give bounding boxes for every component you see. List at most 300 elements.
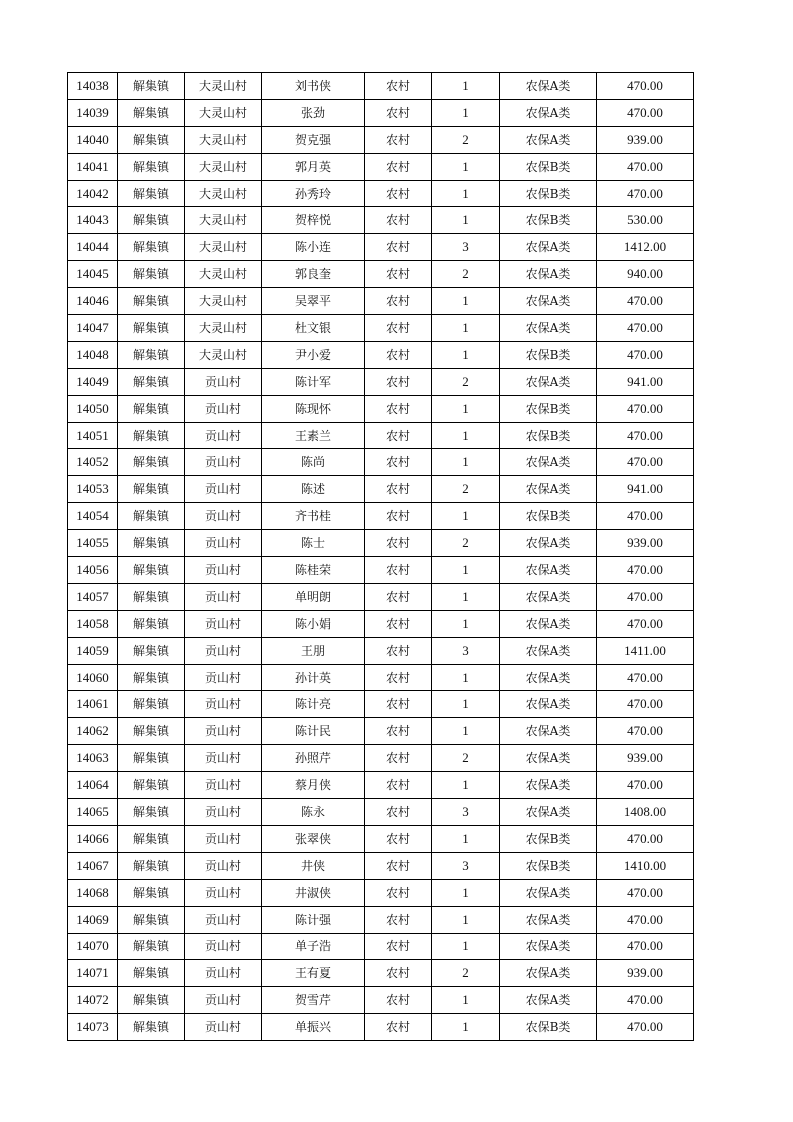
cell-town: 解集镇 [118,530,185,557]
cell-village: 贡山村 [185,879,262,906]
cell-category: 农保A类 [500,557,597,584]
cell-amount: 470.00 [597,987,694,1014]
cell-count: 1 [432,691,500,718]
table-row [68,341,694,368]
cell-id: 14040 [68,126,118,153]
cell-village: 贡山村 [185,449,262,476]
cell-type: 农村 [365,852,432,879]
cell-village: 大灵山村 [185,261,262,288]
cell-count: 1 [432,718,500,745]
cell-type: 农村 [365,449,432,476]
cell-village: 贡山村 [185,987,262,1014]
cell-amount: 470.00 [597,583,694,610]
cell-id: 14061 [68,691,118,718]
table-row [68,718,694,745]
cell-name: 陈述 [262,476,365,503]
cell-count: 1 [432,610,500,637]
cell-name: 刘书侠 [262,73,365,100]
cell-town: 解集镇 [118,395,185,422]
cell-name: 陈士 [262,530,365,557]
cell-id: 14069 [68,906,118,933]
cell-town: 解集镇 [118,1014,185,1041]
cell-category: 农保B类 [500,207,597,234]
cell-town: 解集镇 [118,583,185,610]
cell-type: 农村 [365,368,432,395]
cell-village: 大灵山村 [185,207,262,234]
cell-category: 农保A类 [500,530,597,557]
table-row [68,261,694,288]
cell-category: 农保A类 [500,288,597,315]
table-row [68,745,694,772]
cell-name: 井淑侠 [262,879,365,906]
cell-amount: 470.00 [597,610,694,637]
cell-type: 农村 [365,207,432,234]
cell-village: 贡山村 [185,852,262,879]
cell-town: 解集镇 [118,825,185,852]
cell-category: 农保B类 [500,341,597,368]
cell-type: 农村 [365,503,432,530]
cell-town: 解集镇 [118,637,185,664]
cell-count: 1 [432,288,500,315]
cell-name: 贺雪芹 [262,987,365,1014]
table-row [68,449,694,476]
cell-town: 解集镇 [118,960,185,987]
cell-amount: 470.00 [597,906,694,933]
cell-category: 农保A类 [500,610,597,637]
cell-village: 贡山村 [185,395,262,422]
table-row [68,906,694,933]
cell-category: 农保A类 [500,799,597,826]
cell-category: 农保A类 [500,476,597,503]
cell-type: 农村 [365,288,432,315]
cell-category: 农保B类 [500,395,597,422]
cell-town: 解集镇 [118,261,185,288]
cell-amount: 470.00 [597,180,694,207]
cell-name: 郭月英 [262,153,365,180]
cell-category: 农保A类 [500,745,597,772]
cell-name: 井侠 [262,852,365,879]
cell-name: 张翠侠 [262,825,365,852]
cell-count: 1 [432,395,500,422]
cell-id: 14041 [68,153,118,180]
cell-id: 14054 [68,503,118,530]
cell-count: 2 [432,476,500,503]
cell-category: 农保A类 [500,906,597,933]
cell-id: 14073 [68,1014,118,1041]
cell-id: 14063 [68,745,118,772]
cell-name: 贺梓悦 [262,207,365,234]
cell-count: 1 [432,449,500,476]
cell-category: 农保B类 [500,503,597,530]
table-row [68,234,694,261]
cell-village: 贡山村 [185,691,262,718]
cell-id: 14043 [68,207,118,234]
table-row [68,664,694,691]
cell-type: 农村 [365,718,432,745]
cell-count: 3 [432,637,500,664]
table-row [68,691,694,718]
cell-count: 2 [432,530,500,557]
cell-type: 农村 [365,315,432,342]
cell-village: 贡山村 [185,557,262,584]
cell-village: 贡山村 [185,1014,262,1041]
cell-town: 解集镇 [118,126,185,153]
cell-name: 单子浩 [262,933,365,960]
cell-town: 解集镇 [118,234,185,261]
cell-amount: 470.00 [597,153,694,180]
cell-village: 贡山村 [185,933,262,960]
cell-type: 农村 [365,99,432,126]
cell-count: 1 [432,906,500,933]
table-row [68,422,694,449]
cell-name: 王有夏 [262,960,365,987]
cell-village: 贡山村 [185,476,262,503]
table-row [68,476,694,503]
cell-name: 尹小爱 [262,341,365,368]
cell-category: 农保A类 [500,718,597,745]
cell-type: 农村 [365,664,432,691]
cell-count: 2 [432,126,500,153]
cell-count: 1 [432,583,500,610]
cell-type: 农村 [365,234,432,261]
cell-village: 大灵山村 [185,126,262,153]
cell-id: 14042 [68,180,118,207]
table-row [68,637,694,664]
cell-town: 解集镇 [118,180,185,207]
cell-type: 农村 [365,906,432,933]
cell-id: 14047 [68,315,118,342]
cell-amount: 470.00 [597,772,694,799]
cell-amount: 470.00 [597,503,694,530]
table-row [68,1014,694,1041]
cell-village: 大灵山村 [185,99,262,126]
table-row [68,960,694,987]
cell-id: 14045 [68,261,118,288]
table-row [68,610,694,637]
cell-village: 大灵山村 [185,153,262,180]
cell-town: 解集镇 [118,906,185,933]
cell-id: 14058 [68,610,118,637]
cell-count: 1 [432,207,500,234]
cell-town: 解集镇 [118,799,185,826]
cell-town: 解集镇 [118,933,185,960]
cell-town: 解集镇 [118,664,185,691]
table-row [68,933,694,960]
cell-type: 农村 [365,637,432,664]
table-row [68,315,694,342]
table-row [68,288,694,315]
cell-type: 农村 [365,960,432,987]
cell-category: 农保A类 [500,315,597,342]
cell-id: 14052 [68,449,118,476]
cell-town: 解集镇 [118,691,185,718]
cell-count: 1 [432,987,500,1014]
cell-amount: 470.00 [597,664,694,691]
table-row [68,180,694,207]
cell-category: 农保B类 [500,153,597,180]
cell-id: 14051 [68,422,118,449]
cell-amount: 470.00 [597,449,694,476]
cell-town: 解集镇 [118,153,185,180]
cell-town: 解集镇 [118,422,185,449]
cell-id: 14064 [68,772,118,799]
cell-id: 14071 [68,960,118,987]
table-body [68,73,694,1041]
cell-count: 1 [432,503,500,530]
cell-name: 王朋 [262,637,365,664]
cell-id: 14038 [68,73,118,100]
cell-amount: 470.00 [597,73,694,100]
cell-name: 陈计亮 [262,691,365,718]
table-row [68,799,694,826]
records-table [67,72,694,1041]
cell-town: 解集镇 [118,503,185,530]
cell-amount: 1410.00 [597,852,694,879]
cell-village: 大灵山村 [185,234,262,261]
cell-id: 14039 [68,99,118,126]
cell-name: 陈计强 [262,906,365,933]
cell-amount: 1412.00 [597,234,694,261]
cell-type: 农村 [365,825,432,852]
cell-village: 贡山村 [185,745,262,772]
cell-town: 解集镇 [118,745,185,772]
cell-name: 吴翠平 [262,288,365,315]
cell-id: 14066 [68,825,118,852]
cell-category: 农保A类 [500,691,597,718]
cell-category: 农保A类 [500,368,597,395]
cell-type: 农村 [365,799,432,826]
cell-amount: 1411.00 [597,637,694,664]
cell-amount: 940.00 [597,261,694,288]
cell-id: 14070 [68,933,118,960]
cell-village: 贡山村 [185,610,262,637]
cell-name: 贺克强 [262,126,365,153]
cell-category: 农保A类 [500,99,597,126]
cell-town: 解集镇 [118,73,185,100]
table-row [68,99,694,126]
cell-id: 14056 [68,557,118,584]
cell-type: 农村 [365,395,432,422]
cell-amount: 939.00 [597,126,694,153]
cell-type: 农村 [365,583,432,610]
cell-type: 农村 [365,476,432,503]
cell-amount: 470.00 [597,395,694,422]
cell-amount: 470.00 [597,557,694,584]
cell-count: 1 [432,664,500,691]
cell-village: 贡山村 [185,530,262,557]
cell-category: 农保A类 [500,664,597,691]
cell-type: 农村 [365,557,432,584]
cell-town: 解集镇 [118,852,185,879]
cell-count: 2 [432,368,500,395]
cell-type: 农村 [365,530,432,557]
cell-count: 1 [432,341,500,368]
cell-category: 农保A类 [500,879,597,906]
cell-town: 解集镇 [118,987,185,1014]
cell-count: 1 [432,315,500,342]
cell-town: 解集镇 [118,879,185,906]
cell-name: 孙秀玲 [262,180,365,207]
cell-amount: 470.00 [597,879,694,906]
cell-amount: 470.00 [597,825,694,852]
cell-type: 农村 [365,422,432,449]
cell-count: 1 [432,99,500,126]
cell-id: 14050 [68,395,118,422]
cell-count: 1 [432,73,500,100]
cell-town: 解集镇 [118,315,185,342]
table-row [68,852,694,879]
cell-category: 农保A类 [500,960,597,987]
cell-type: 农村 [365,180,432,207]
cell-amount: 1408.00 [597,799,694,826]
cell-amount: 941.00 [597,476,694,503]
cell-type: 农村 [365,1014,432,1041]
table-row [68,987,694,1014]
cell-name: 蔡月侠 [262,772,365,799]
cell-count: 1 [432,1014,500,1041]
cell-village: 贡山村 [185,718,262,745]
cell-village: 贡山村 [185,825,262,852]
cell-name: 陈现怀 [262,395,365,422]
cell-amount: 939.00 [597,530,694,557]
cell-type: 农村 [365,691,432,718]
cell-type: 农村 [365,933,432,960]
cell-type: 农村 [365,610,432,637]
cell-village: 大灵山村 [185,73,262,100]
cell-village: 大灵山村 [185,180,262,207]
cell-category: 农保B类 [500,422,597,449]
cell-town: 解集镇 [118,368,185,395]
cell-id: 14067 [68,852,118,879]
cell-id: 14065 [68,799,118,826]
cell-town: 解集镇 [118,610,185,637]
cell-id: 14048 [68,341,118,368]
cell-village: 大灵山村 [185,315,262,342]
cell-category: 农保B类 [500,825,597,852]
cell-amount: 939.00 [597,960,694,987]
table-row [68,772,694,799]
cell-amount: 470.00 [597,933,694,960]
cell-type: 农村 [365,261,432,288]
cell-village: 贡山村 [185,583,262,610]
cell-category: 农保A类 [500,449,597,476]
table-row [68,879,694,906]
cell-type: 农村 [365,987,432,1014]
cell-name: 陈小连 [262,234,365,261]
cell-count: 2 [432,960,500,987]
table-row [68,368,694,395]
cell-category: 农保A类 [500,933,597,960]
cell-name: 张劲 [262,99,365,126]
cell-village: 贡山村 [185,637,262,664]
cell-type: 农村 [365,772,432,799]
cell-amount: 470.00 [597,1014,694,1041]
table-row [68,126,694,153]
cell-name: 单明朗 [262,583,365,610]
cell-village: 贡山村 [185,368,262,395]
cell-type: 农村 [365,153,432,180]
cell-type: 农村 [365,879,432,906]
cell-town: 解集镇 [118,772,185,799]
cell-count: 3 [432,799,500,826]
table-row [68,73,694,100]
cell-town: 解集镇 [118,476,185,503]
cell-id: 14044 [68,234,118,261]
cell-village: 贡山村 [185,664,262,691]
cell-town: 解集镇 [118,718,185,745]
cell-town: 解集镇 [118,557,185,584]
cell-village: 大灵山村 [185,341,262,368]
cell-count: 3 [432,852,500,879]
cell-count: 1 [432,557,500,584]
cell-name: 陈计民 [262,718,365,745]
cell-category: 农保A类 [500,234,597,261]
cell-count: 2 [432,261,500,288]
cell-category: 农保A类 [500,261,597,288]
cell-name: 王素兰 [262,422,365,449]
table-row [68,153,694,180]
table-row [68,557,694,584]
table-row [68,825,694,852]
cell-id: 14068 [68,879,118,906]
cell-count: 1 [432,825,500,852]
cell-amount: 939.00 [597,745,694,772]
cell-type: 农村 [365,745,432,772]
cell-amount: 470.00 [597,315,694,342]
cell-category: 农保B类 [500,180,597,207]
cell-village: 贡山村 [185,772,262,799]
cell-category: 农保A类 [500,772,597,799]
cell-name: 孙照芹 [262,745,365,772]
table-row [68,395,694,422]
cell-count: 1 [432,879,500,906]
cell-count: 2 [432,745,500,772]
cell-name: 陈永 [262,799,365,826]
cell-category: 农保A类 [500,987,597,1014]
cell-id: 14072 [68,987,118,1014]
cell-name: 孙计英 [262,664,365,691]
cell-amount: 470.00 [597,422,694,449]
cell-id: 14057 [68,583,118,610]
cell-category: 农保B类 [500,852,597,879]
cell-count: 1 [432,422,500,449]
cell-count: 3 [432,234,500,261]
cell-amount: 941.00 [597,368,694,395]
cell-name: 陈尚 [262,449,365,476]
cell-amount: 470.00 [597,99,694,126]
cell-id: 14049 [68,368,118,395]
cell-type: 农村 [365,341,432,368]
cell-village: 贡山村 [185,503,262,530]
cell-type: 农村 [365,126,432,153]
cell-town: 解集镇 [118,288,185,315]
cell-id: 14053 [68,476,118,503]
cell-name: 齐书桂 [262,503,365,530]
cell-count: 1 [432,933,500,960]
cell-count: 1 [432,180,500,207]
cell-village: 贡山村 [185,906,262,933]
cell-category: 农保B类 [500,1014,597,1041]
cell-name: 陈计军 [262,368,365,395]
cell-village: 贡山村 [185,422,262,449]
cell-village: 贡山村 [185,960,262,987]
cell-name: 单振兴 [262,1014,365,1041]
cell-name: 郭良奎 [262,261,365,288]
table-row [68,530,694,557]
cell-count: 1 [432,153,500,180]
cell-id: 14055 [68,530,118,557]
cell-category: 农保A类 [500,126,597,153]
